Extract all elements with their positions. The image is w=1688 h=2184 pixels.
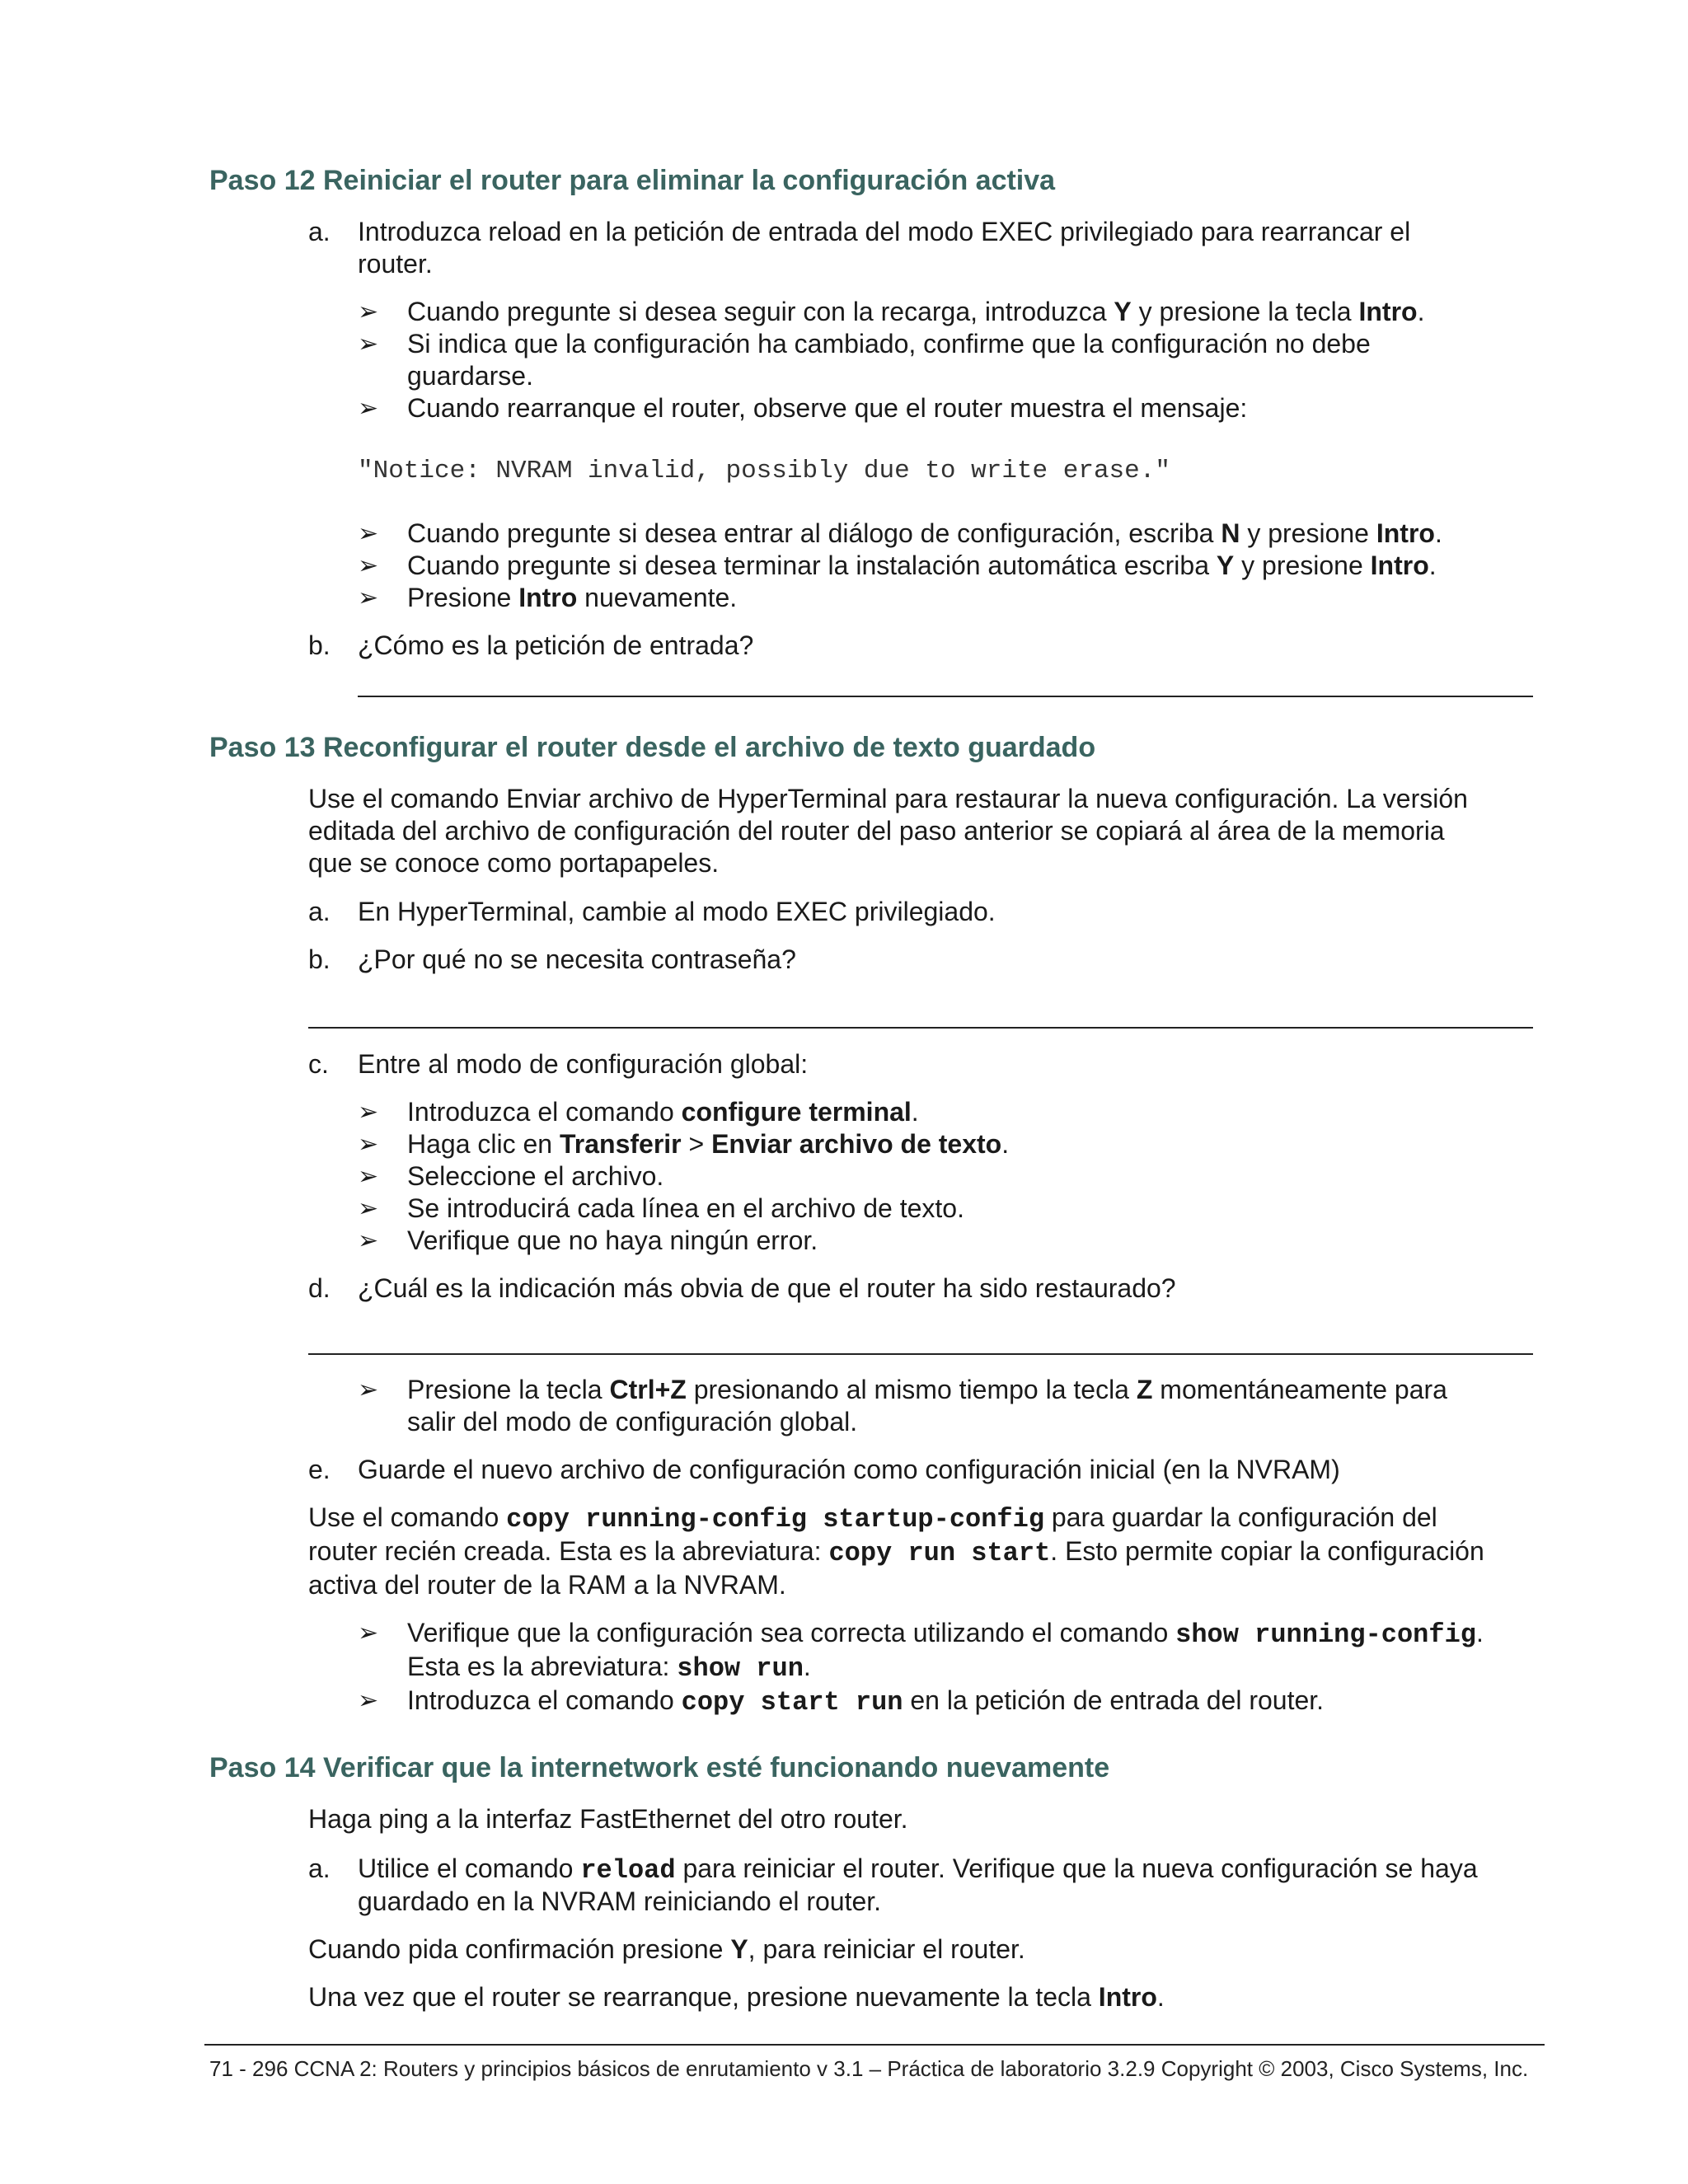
bullet-arrow-icon: ➢ — [358, 395, 379, 422]
text: en la petición de entrada del router. — [903, 1685, 1325, 1715]
text: . — [911, 1097, 919, 1127]
text: Utilice el comando — [358, 1854, 581, 1883]
text: nuevamente. — [577, 583, 738, 612]
paso14-a-line1 — [358, 1853, 1478, 1886]
key-y: Y — [730, 1934, 748, 1964]
text: Una vez que el router se rearranque, presione nuevamente la tecla — [308, 1982, 1099, 2012]
text: Cuando pida confirmación presione — [308, 1934, 731, 1964]
bullet-arrow-icon: ➢ — [358, 298, 379, 326]
paso13-c-bullet-1 — [407, 1096, 919, 1128]
text: Presione — [407, 583, 519, 612]
paso13-c-bullet-3: Seleccione el archivo. — [407, 1161, 664, 1191]
paso12-b-label: b. — [308, 630, 331, 660]
paso13-para-line1 — [308, 1502, 1437, 1535]
key-z: Z — [1136, 1375, 1153, 1404]
command-copy-running-startup: copy running-config startup-config — [506, 1504, 1045, 1535]
paso13-c-bullet-2 — [407, 1128, 1009, 1160]
bullet-arrow-icon: ➢ — [358, 1163, 379, 1190]
bullet-arrow-icon: ➢ — [358, 552, 379, 579]
key-ctrl-z: Ctrl+Z — [609, 1375, 687, 1404]
bullet-arrow-icon: ➢ — [358, 1227, 379, 1254]
text: Esta es la abreviatura: — [407, 1652, 678, 1681]
paso12-bullet-3: Cuando rearranque el router, observe que el router muestra el mensaje: — [407, 393, 1248, 423]
nvram-notice-message: "Notice: NVRAM invalid, possibly due to write erase." — [358, 457, 1170, 485]
text: Cuando pregunte si desea terminar la instalación automática escriba — [407, 551, 1217, 580]
paso13-e-label: e. — [308, 1455, 331, 1484]
paso14-a-label: a. — [308, 1854, 331, 1883]
menu-transferir: Transferir — [559, 1129, 682, 1159]
text: y presione la tecla — [1131, 297, 1359, 326]
key-y: Y — [1114, 297, 1132, 326]
paso13-d-label: d. — [308, 1273, 331, 1303]
text: . — [1428, 551, 1437, 580]
text: . — [803, 1652, 811, 1681]
paso12-b-question: ¿Cómo es la petición de entrada? — [358, 630, 754, 660]
paso14-a-line2: guardado en la NVRAM reiniciando el router. — [358, 1886, 882, 1916]
text: Cuando pregunte si desea entrar al diálogo de configuración, escriba — [407, 518, 1221, 548]
footer-divider — [204, 2044, 1545, 2046]
command-copy-start-run: copy start run — [681, 1687, 903, 1718]
text: . — [1434, 518, 1442, 548]
paso14-para-1 — [308, 1933, 1025, 1966]
command-copy-run-start: copy run start — [828, 1538, 1051, 1568]
answer-line — [308, 1353, 1533, 1355]
bullet-arrow-icon: ➢ — [358, 1131, 379, 1158]
paso13-intro-line3: que se conoce como portapapeles. — [308, 848, 720, 878]
text: . Esto permite copiar la configuración — [1050, 1536, 1484, 1566]
text: router recién creada. Esta es la abreviatura: — [308, 1536, 829, 1566]
paso13-d-bullet-1-line2: salir del modo de configuración global. — [407, 1407, 858, 1436]
text: y presione — [1240, 518, 1376, 548]
text: Presione la tecla — [407, 1375, 610, 1404]
bullet-arrow-icon: ➢ — [358, 1376, 379, 1404]
paso13-a-text: En HyperTerminal, cambie al modo EXEC privilegiado. — [358, 897, 996, 926]
paso12-bullet-5 — [407, 550, 1437, 582]
text: para reiniciar el router. Verifique que la nueva configuración se haya — [675, 1854, 1478, 1883]
text: y presione — [1234, 551, 1371, 580]
answer-line — [308, 1027, 1533, 1029]
paso14-intro: Haga ping a la interfaz FastEthernet del otro router. — [308, 1804, 908, 1834]
bullet-arrow-icon: ➢ — [358, 1195, 379, 1222]
key-intro: Intro — [1098, 1982, 1157, 2012]
paso13-intro-line1: Use el comando Enviar archivo de HyperTerminal para restaurar la nueva configuración. La versión — [308, 784, 1468, 813]
paso13-e-bullet-1-line2 — [407, 1651, 811, 1685]
text: Haga clic en — [407, 1129, 560, 1159]
paso12-bullet-6 — [407, 582, 737, 614]
command-configure-terminal: configure terminal — [681, 1097, 912, 1127]
text: , para reiniciar el router. — [748, 1934, 1025, 1964]
paso13-c-bullet-4: Se introducirá cada línea en el archivo de texto. — [407, 1193, 964, 1223]
paso13-e-bullet-1 — [407, 1617, 1484, 1651]
key-y: Y — [1216, 551, 1235, 580]
text: momentáneamente para — [1152, 1375, 1447, 1404]
text: para guardar la configuración del — [1044, 1502, 1437, 1532]
paso14-para-2 — [308, 1981, 1165, 2013]
bullet-arrow-icon: ➢ — [358, 1687, 379, 1714]
paso12-bullet-1 — [407, 296, 1424, 328]
paso13-para-line3: activa del router de la RAM a la NVRAM. — [308, 1570, 786, 1600]
text: . — [1475, 1618, 1484, 1647]
key-intro: Intro — [1370, 551, 1429, 580]
paso12-bullet-2-line1: Si indica que la configuración ha cambiado, confirme que la configuración no debe — [407, 329, 1371, 359]
page-footer: 71 - 296 CCNA 2: Routers y principios básicos de enrutamiento v 3.1 – Práctica de laboratorio 3.2.9 Copyright © 2003, Cisco Systems, Inc. — [209, 2056, 1529, 2081]
text: Use el comando — [308, 1502, 507, 1532]
bullet-arrow-icon: ➢ — [358, 1619, 379, 1647]
paso13-e-text: Guarde el nuevo archivo de configuración como configuración inicial (en la NVRAM) — [358, 1455, 1340, 1484]
paso13-d-text: ¿Cuál es la indicación más obvia de que el router ha sido restaurado? — [358, 1273, 1176, 1303]
answer-line — [358, 696, 1533, 697]
paso12-a-line2: router. — [358, 249, 433, 279]
key-intro: Intro — [1376, 518, 1435, 548]
command-show-run: show run — [677, 1653, 804, 1684]
bullet-arrow-icon: ➢ — [358, 1099, 379, 1126]
text: . — [1001, 1129, 1010, 1159]
paso12-bullet-4 — [407, 518, 1442, 550]
text: . — [1417, 297, 1425, 326]
text: Cuando pregunte si desea seguir con la recarga, introduzca — [407, 297, 1114, 326]
text: Introduzca el comando — [407, 1097, 682, 1127]
text: . — [1156, 1982, 1165, 2012]
paso14-heading: Paso 14 Verificar que la internetwork esté funcionando nuevamente — [209, 1752, 1110, 1783]
paso13-c-label: c. — [308, 1049, 329, 1079]
key-intro: Intro — [1358, 297, 1418, 326]
paso12-bullet-2-line2: guardarse. — [407, 361, 533, 391]
paso13-intro-line2: editada del archivo de configuración del router del paso anterior se copiará al área de la memoria — [308, 816, 1445, 846]
text: > — [681, 1129, 712, 1159]
paso13-c-bullet-5: Verifique que no haya ningún error. — [407, 1226, 818, 1255]
paso13-b-label: b. — [308, 944, 331, 974]
paso12-a-label: a. — [308, 217, 331, 246]
paso13-c-text: Entre al modo de configuración global: — [358, 1049, 809, 1079]
paso13-a-label: a. — [308, 897, 331, 926]
menu-enviar-archivo: Enviar archivo de texto — [711, 1129, 1002, 1159]
bullet-arrow-icon: ➢ — [358, 520, 379, 547]
paso12-a-line1: Introduzca reload en la petición de entrada del modo EXEC privilegiado para rearrancar el — [358, 217, 1411, 246]
key-n: N — [1221, 518, 1240, 548]
bullet-arrow-icon: ➢ — [358, 584, 379, 612]
bullet-arrow-icon: ➢ — [358, 330, 379, 358]
command-show-running-config: show running-config — [1175, 1619, 1476, 1650]
text: Introduzca el comando — [407, 1685, 682, 1715]
command-reload: reload — [580, 1855, 676, 1886]
text: Verifique que la configuración sea correcta utilizando el comando — [407, 1618, 1176, 1647]
key-intro: Intro — [518, 583, 578, 612]
paso13-para-line2 — [308, 1535, 1484, 1569]
paso13-d-bullet-1 — [407, 1374, 1447, 1406]
paso13-e-bullet-2 — [407, 1685, 1324, 1718]
paso13-b-text: ¿Por qué no se necesita contraseña? — [358, 944, 796, 974]
paso12-heading: Paso 12 Reiniciar el router para eliminar la configuración activa — [209, 165, 1056, 196]
paso13-heading: Paso 13 Reconfigurar el router desde el archivo de texto guardado — [209, 732, 1096, 763]
text: presionando al mismo tiempo la tecla — [686, 1375, 1137, 1404]
